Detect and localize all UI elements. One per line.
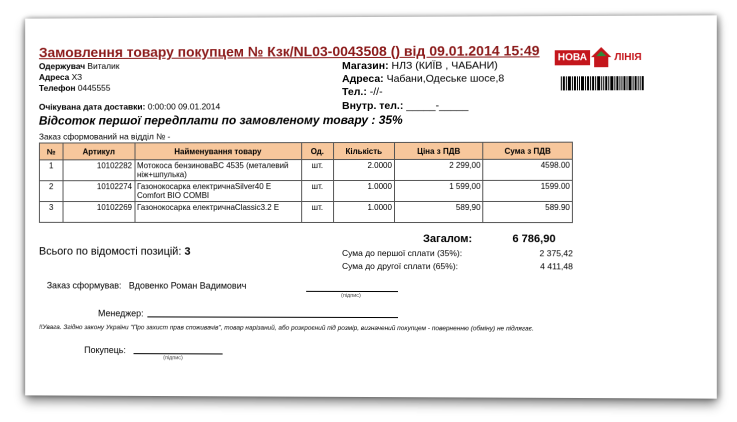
delivery-label: Очікувана дата доставки: — [38, 101, 146, 112]
delivery-row — [39, 101, 220, 111]
items-table — [39, 142, 573, 223]
phone-row — [39, 83, 111, 93]
signature-caption: (підпис) — [341, 292, 361, 299]
quantity: 1.0000 — [333, 180, 394, 201]
address-row — [39, 72, 82, 82]
store-name-row — [342, 60, 498, 73]
order-document — [25, 15, 717, 398]
quantity: 1.0000 — [333, 201, 394, 222]
buyer-label: Покупець: — [84, 345, 126, 356]
total-label: Загалом: — [423, 233, 473, 246]
store-phone-row — [342, 86, 383, 98]
column-header: Ціна з ПДВ — [394, 142, 483, 159]
formed-by-signature-line — [306, 291, 398, 292]
column-header: Найменування товару — [135, 143, 302, 160]
column-header: Кількість — [333, 142, 394, 159]
column-header: Сума з ПДВ — [483, 142, 572, 159]
row-number: 1 — [39, 160, 63, 181]
formed-by-value: Вдовенко Роман Вадимович — [128, 280, 247, 291]
barcode — [561, 76, 660, 90]
quantity: 2.0000 — [333, 159, 394, 180]
table-row — [39, 159, 572, 180]
store-address-label: Адреса: — [342, 72, 384, 86]
phone-label: Телефон — [38, 82, 76, 93]
order-title: Замовлення товару покупцем № Кзк/NL03-0043508 () від 09.01.2014 15:49 — [38, 42, 540, 61]
unit: шт. — [302, 181, 334, 202]
first-payment-value: 2 375,42 — [539, 248, 573, 259]
recipient-label: Одержувач — [38, 61, 86, 72]
column-header: Артикул — [63, 143, 134, 160]
recipient-row — [39, 61, 119, 71]
house-icon — [590, 46, 612, 68]
nova-liniya-logo — [555, 46, 660, 69]
second-payment-value: 4 411,48 — [540, 261, 573, 272]
sum: 1599.00 — [483, 180, 572, 201]
phone-value: 0445555 — [77, 82, 111, 93]
internal-phone-label: Внутр. тел.: — [342, 99, 404, 113]
price: 2 299,00 — [394, 159, 483, 180]
table-row — [39, 180, 572, 201]
row-number: 2 — [39, 181, 63, 202]
logo-left-text: НОВА — [555, 50, 590, 65]
unit: шт. — [302, 160, 334, 181]
internal-phone-row — [342, 100, 468, 112]
sum: 4598.00 — [483, 159, 572, 180]
store-phone-label: Тел.: — [342, 86, 367, 99]
table-row — [39, 201, 572, 222]
prepayment-heading: Відсоток першої передплати по замовленому товару : 35% — [38, 112, 403, 128]
article: 10102282 — [63, 160, 134, 181]
product-name: Газонокосарка електричнаClassic3.2 E — [135, 202, 302, 223]
legal-notice: !!Увага. Згідно закону України "Про захист прав споживачів", товар нарізаний, або розкроєний під розмір, визначений покупцем - поверненню (обміну) не підлягає. — [38, 324, 534, 333]
product-name: Мотокоса бензиноваBC 4535 (металевий ніж+шпулька) — [135, 160, 302, 181]
article: 10102274 — [63, 181, 134, 202]
row-number: 3 — [39, 202, 63, 223]
store-address-value: Чабани,Одеське шосе,8 — [386, 72, 505, 85]
store-value: НЛЗ (КИЇВ , ЧАБАНИ) — [391, 59, 498, 72]
manager-signature-line — [147, 316, 398, 318]
buyer-signature-caption: (підпис) — [163, 355, 183, 362]
positions-label: Всього по відомості позицій: — [38, 245, 182, 258]
delivery-value: 0:00:00 09.01.2014 — [147, 101, 221, 112]
buyer-signature-line — [134, 353, 223, 354]
store-address-row — [342, 73, 504, 86]
price: 1 599,00 — [394, 180, 483, 201]
column-header: № — [39, 143, 63, 160]
recipient-value: Виталик — [87, 60, 120, 71]
internal-phone-value: _____-_____ — [406, 99, 469, 112]
total-value: 6 786,90 — [512, 233, 556, 246]
column-header: Од. — [302, 143, 334, 160]
store-phone-value: -//- — [369, 85, 383, 98]
price: 589,90 — [394, 201, 483, 222]
manager-label: Менеджер: — [97, 308, 144, 319]
store-label: Магазин: — [342, 59, 389, 73]
article: 10102269 — [63, 202, 134, 223]
positions-value: 3 — [184, 245, 191, 258]
positions-count-row — [39, 246, 191, 258]
second-payment-label: Сума до другої сплати (65%): — [342, 260, 459, 272]
table-header-row — [39, 142, 572, 160]
address-value: ХЗ — [71, 71, 83, 82]
logo-right-text: ЛІНІЯ — [614, 51, 642, 63]
order-department: Заказ сформований на відділ № - — [38, 131, 171, 142]
product-name: Газонокосарка електричнаSilver40 E Comfort BIO COMBI — [135, 181, 302, 202]
address-label: Адреса — [38, 72, 70, 83]
formed-by-label: Заказ сформував: — [46, 280, 122, 291]
formed-by-row — [47, 280, 247, 290]
first-payment-label: Сума до першої сплати (35%): — [342, 247, 463, 259]
sum: 589.90 — [483, 201, 572, 222]
unit: шт. — [302, 202, 334, 223]
